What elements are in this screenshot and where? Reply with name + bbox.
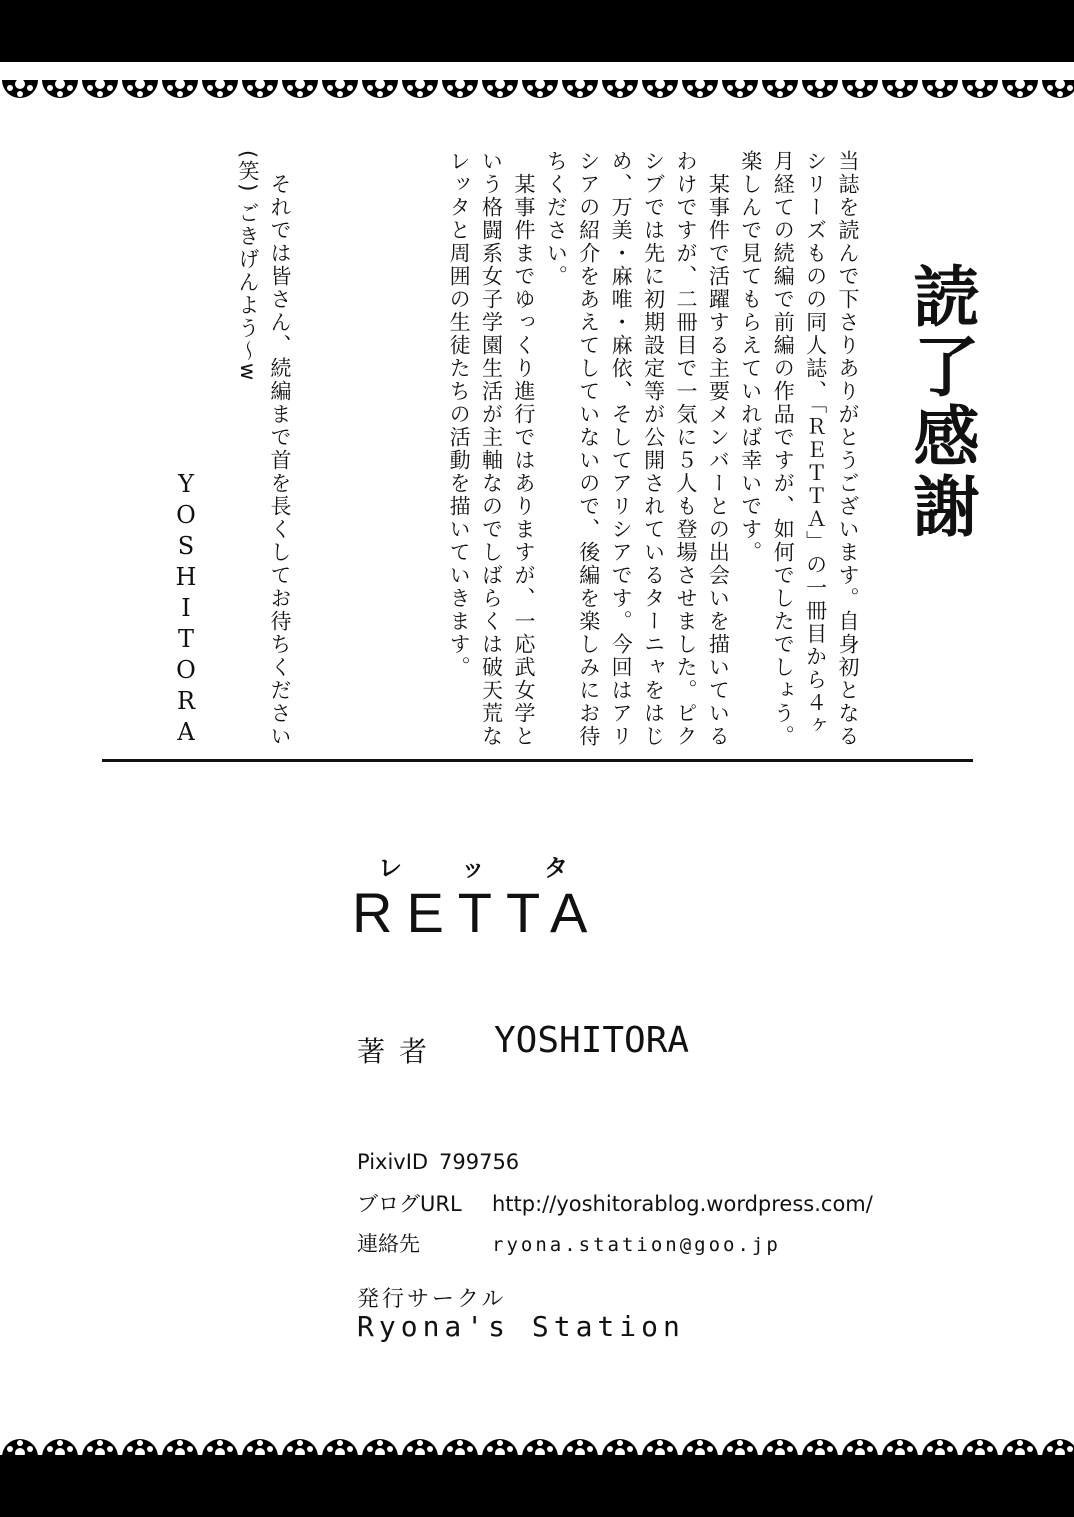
blog-row xyxy=(357,1188,873,1218)
section-divider xyxy=(102,759,973,762)
afterword-paragraph-1: 当誌を読んで下さりありがとうございます。自身初となるシリーズものの同人誌、「ＲＥＴＴＡ」の一冊目から４ヶ月経ての続編で前編の作品ですが、如何でしたでしょう。楽しんで見てもらえていれば幸いです。 xyxy=(738,150,860,748)
afterword-paragraph-2: 某事件で活躍する主要メンバーとの出会いを描いているわけですが、二冊目で一気に５人も登場させました。ピクシブでは先に初期設定等が公開されているターニャをはじめ、万美・麻唯・麻依、そしてアリシアです。今回はアリシアの紹介をあえてしていないので、後編を楽しみにお待ちください。 xyxy=(544,150,731,748)
circle-label: 発行サークル xyxy=(357,1287,507,1312)
pixiv-label: PixivID xyxy=(357,1150,429,1174)
blog-label: ブログURL xyxy=(357,1192,462,1216)
contact-row xyxy=(357,1228,781,1258)
ruby-char: ッ xyxy=(461,854,485,882)
closing-paragraph: それでは皆さん、続編まで首を長くしてお待ちください(笑) ごきげんよう〜w xyxy=(236,150,292,748)
contact-email: ryona.station@goo.jp xyxy=(492,1234,781,1256)
author-label: 著者 xyxy=(357,1035,442,1068)
afterword-paragraph-3: 某事件までゆっくり進行ではありますが、一応武女学という格闘系女子学園生活が主軸なのでしばらくは破天荒なレッタと周囲の生徒たちの活動を描いていきます。 xyxy=(447,150,536,748)
blog-url: http://yoshitorablog.wordpress.com/ xyxy=(492,1192,873,1216)
pixiv-row xyxy=(357,1150,519,1174)
lace-border-top xyxy=(0,0,1074,100)
afterword-body xyxy=(443,150,864,750)
ruby-char: タ xyxy=(544,854,568,882)
contact-label: 連絡先 xyxy=(357,1232,420,1256)
book-title: RETTA xyxy=(352,881,602,944)
title-ruby xyxy=(378,848,568,883)
afterword-signature: YOSHITORA xyxy=(172,470,200,749)
pixiv-id: 799756 xyxy=(439,1150,520,1174)
afterword-closing xyxy=(232,150,296,750)
lace-border-bottom xyxy=(0,1417,1074,1517)
afterword-title: 読了感謝 xyxy=(902,262,980,542)
circle-name: Ryona's Station xyxy=(357,1310,685,1343)
ruby-char: レ xyxy=(378,854,402,882)
author-name: YOSHITORA xyxy=(494,1020,690,1061)
